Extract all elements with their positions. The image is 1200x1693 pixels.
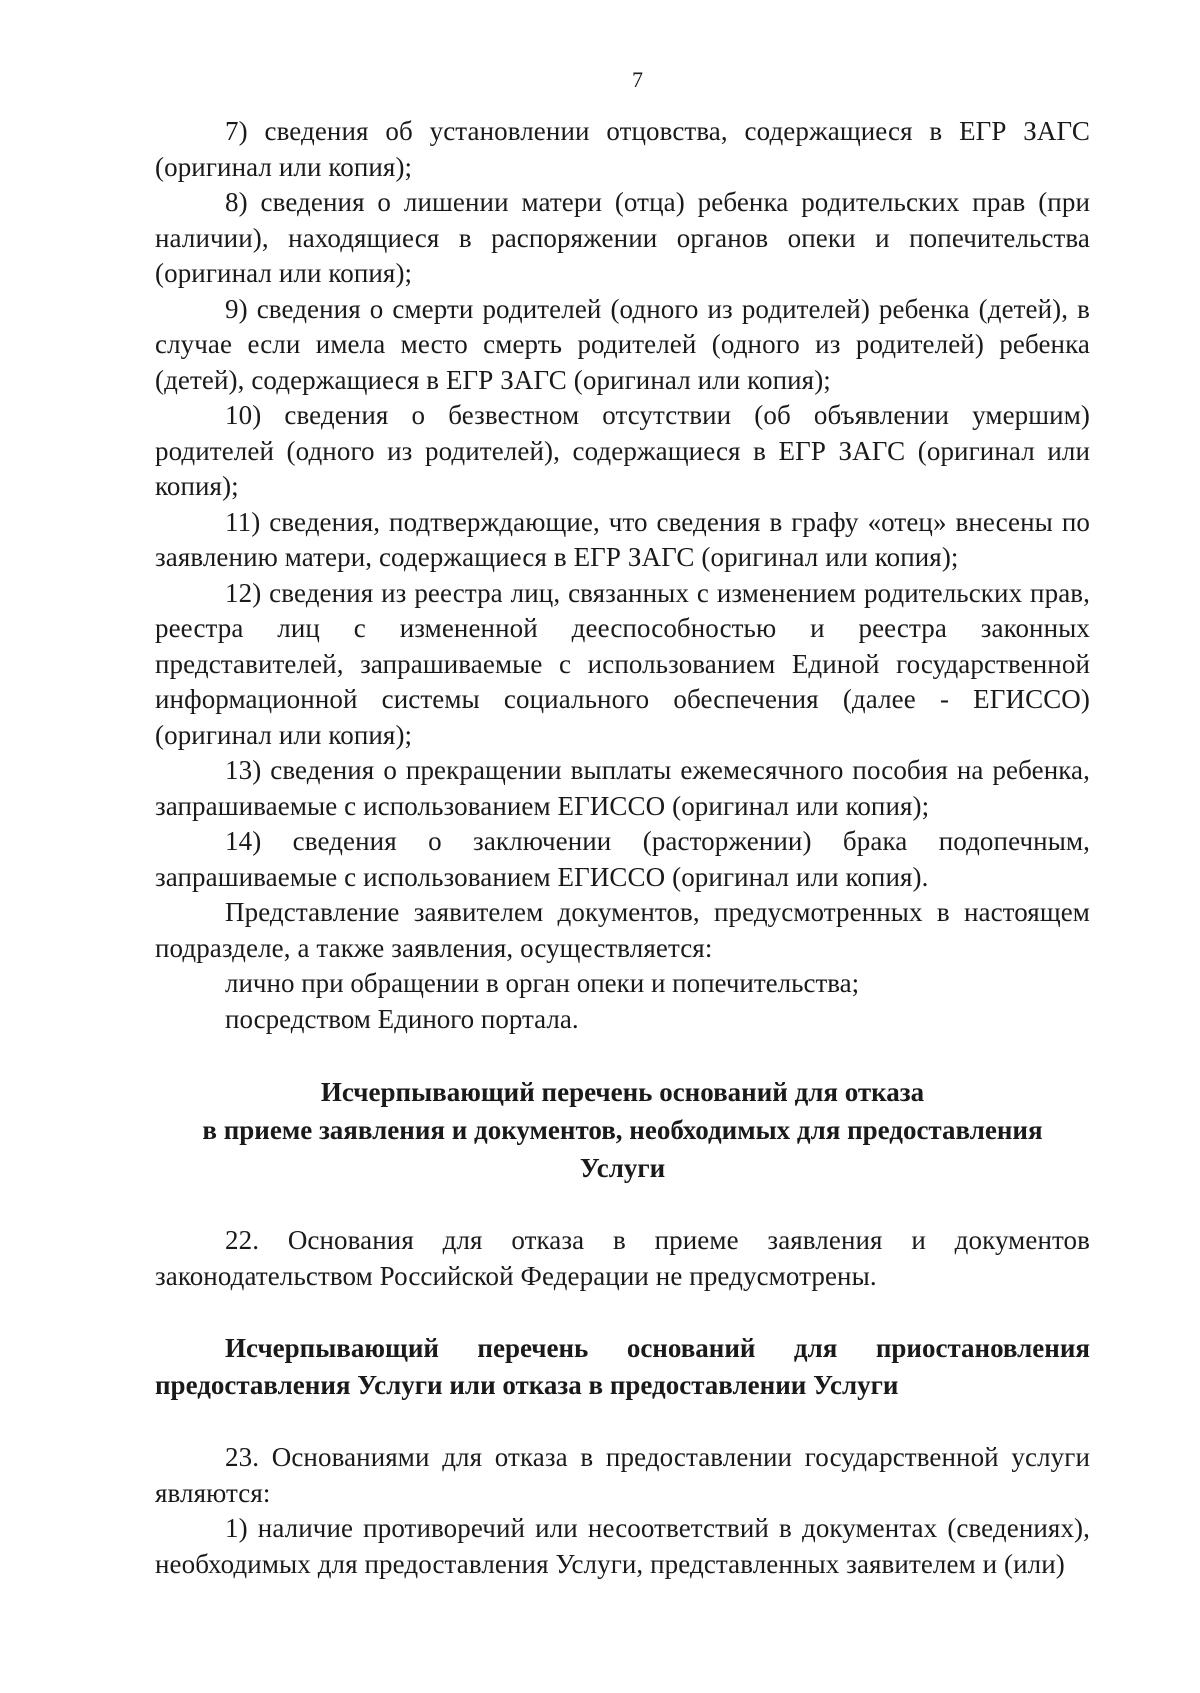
heading-line-1: Исчерпывающий перечень оснований для отказа	[320, 1077, 925, 1107]
item-8: 8) сведения о лишении матери (отца) ребенка родительских прав (при наличии), находящиеся в распоряжении органов опеки и попечительства (оригинал или копия);	[155, 187, 1090, 288]
paragraph-22: 22. Основания для отказа в приеме заявления и документов законодательством Российской Федерации не предусмотрены.	[155, 1225, 1090, 1291]
heading-line-2: в приеме заявления и документов, необходимых для предоставления	[202, 1115, 1043, 1145]
paragraph-23-item-1: 1) наличие противоречий или несоответствий в документах (сведениях), необходимых для предоставления Услуги, представленных заявителем и (или)	[155, 1513, 1090, 1579]
item-13: 13) сведения о прекращении выплаты ежемесячного пособия на ребенка, запрашиваемые с использованием ЕГИССО (оригинал или копия);	[155, 755, 1090, 821]
section-heading-suspension: Исчерпывающий перечень оснований для приостановления предоставления Услуги или отказа в предоставлении Услуги	[155, 1333, 1090, 1400]
heading-line-3: Услуги	[579, 1153, 666, 1183]
item-11: 11) сведения, подтверждающие, что сведения в графу «отец» внесены по заявлению матери, содержащиеся в ЕГР ЗАГС (оригинал или копия);	[155, 506, 1090, 572]
paragraph-23: 23. Основаниями для отказа в предоставлении государственной услуги являются:	[155, 1442, 1090, 1508]
page-number: 7	[632, 67, 643, 92]
item-9: 9) сведения о смерти родителей (одного из родителей) ребенка (детей), в случае если имела место смерть родителей (одного из родителей) ребенка (детей), содержащиеся в ЕГР ЗАГС (оригинал или копия);	[155, 293, 1090, 395]
item-12: 12) сведения из реестра лиц, связанных с изменением родительских прав, реестра лиц с измененной дееспособностью и реестра законных представителей, запрашиваемые с использованием Единой государственной информационной системы социального обеспечения (далее - ЕГИССО) (оригинал или копия);	[155, 577, 1090, 750]
submission-intro: Представление заявителем документов, предусмотренных в настоящем подразделе, а также заявления, осуществляется:	[155, 897, 1090, 963]
item-7: 7) сведения об установлении отцовства, содержащиеся в ЕГР ЗАГС (оригинал или копия);	[155, 116, 1090, 182]
submission-method-in-person: лично при обращении в орган опеки и попечительства;	[225, 968, 860, 998]
item-14: 14) сведения о заключении (расторжении) брака подопечным, запрашиваемые с использованием ЕГИССО (оригинал или копия).	[155, 826, 1090, 892]
section-heading-refusal-acceptance	[155, 1073, 1090, 1187]
submission-method-portal: посредством Единого портала.	[225, 1003, 579, 1034]
item-10: 10) сведения о безвестном отсутствии (об объявлении умершим) родителей (одного из родителей), содержащиеся в ЕГР ЗАГС (оригинал или копия);	[155, 400, 1090, 501]
